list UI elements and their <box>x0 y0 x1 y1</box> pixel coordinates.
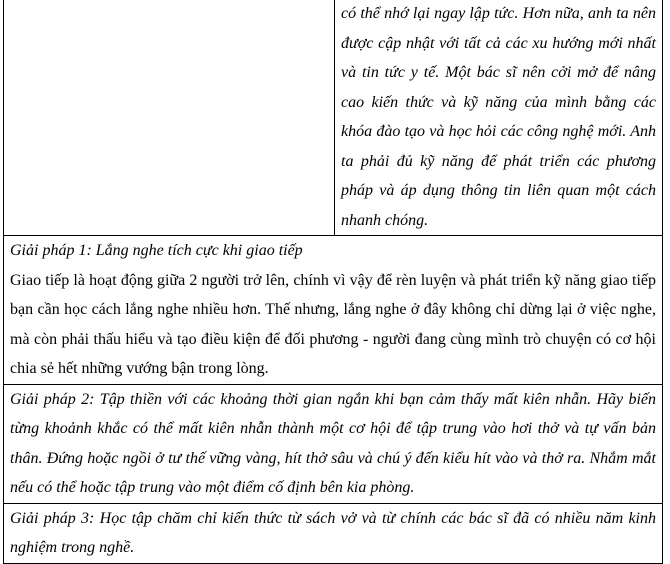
solution-3-cell: Giải pháp 3: Học tập chăm chỉ kiến thức từ sách vở và từ chính các bác sĩ đã có nhiều năm kinh nghiệm trong nghề. <box>4 503 663 563</box>
content-table <box>3 0 663 564</box>
solution-1-title: Giải pháp 1: Lắng nghe tích cực khi giao tiếp <box>10 242 303 259</box>
table-row <box>4 503 663 563</box>
table-row <box>4 384 663 503</box>
table-row <box>4 0 663 236</box>
solution-2-cell: Giải pháp 2: Tập thiền với các khoảng thời gian ngắn khi bạn cảm thấy mất kiên nhẫn. Hãy biến từng khoảnh khắc có thể mất kiên nhẫn thành một cơ hội để tập trung vào hơi thở và tự vấn bản thân. Đứng hoặc ngồi ở tư thế vững vàng, hít thở sâu và chú ý đến kiểu hít vào và thở ra. Nhắm mắt nếu có thể hoặc tập trung vào một điểm cố định bên kia phòng. <box>4 384 663 503</box>
solution-1-body: Giao tiếp là hoạt động giữa 2 người trở lên, chính vì vậy để rèn luyện và phát triển kỹ năng giao tiếp bạn cần học cách lắng nghe nhiều hơn. Thế nhưng, lắng nghe ở đây không chỉ dừng lại ở việc nghe, mà còn phải thấu hiểu và tạo điều kiện để đối phương - người đang cùng mình trò chuyện có cơ hội chia sẻ hết những vướng bận trong lòng. <box>10 271 656 377</box>
doctor-skills-cell: có thể nhớ lại ngay lập tức. Hơn nữa, anh ta nên được cập nhật với tất cả các xu hướng mới nhất và tin tức y tế. Một bác sĩ nên cởi mở để nâng cao kiến thức và kỹ năng của mình bằng các khóa đào tạo và học hỏi các công nghệ mới. Anh ta phải đủ kỹ năng để phát triển các phương pháp và áp dụng thông tin liên quan một cách nhanh chóng. <box>335 0 663 236</box>
empty-left-cell <box>4 0 335 236</box>
solution-1-cell <box>4 236 663 385</box>
table-row <box>4 236 663 385</box>
